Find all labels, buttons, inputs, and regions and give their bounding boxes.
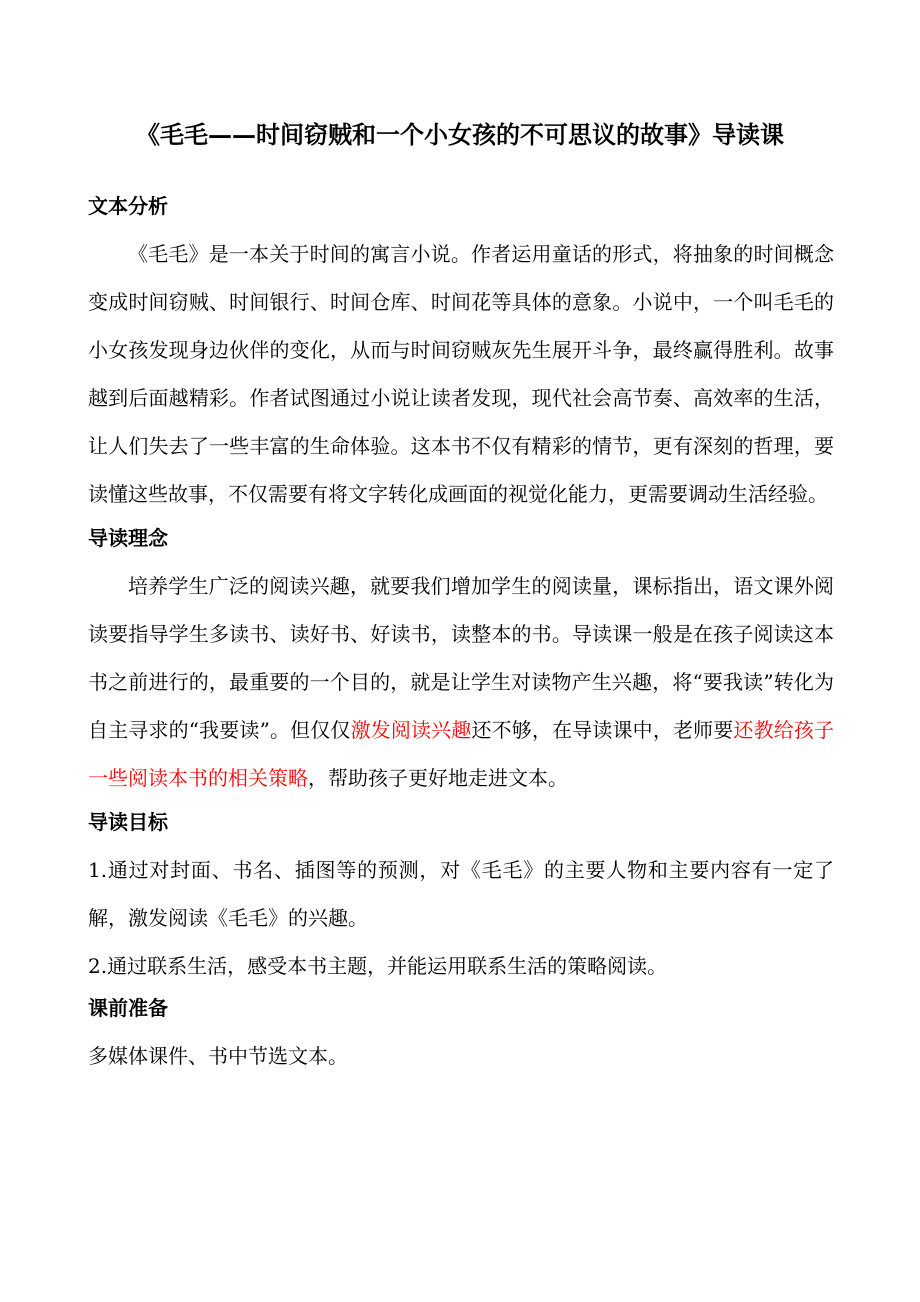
document-body — [88, 190, 834, 1082]
preparation-text: 多媒体课件、书中节选文本。 — [88, 1044, 348, 1068]
reading-concept-text-part1: 培养学生广泛的阅读兴趣，就要我们增加学生的阅读量，课标指出，语文课外阅读要指导学生多读书、读好书、好读书，读整本的书。导读课一般是在孩子阅读这本书之前进行的，最重要的一个目的，就是让学生对读物产生兴趣，将“要我读”转化为自主寻求的“我要读”。但仅仅 — [88, 574, 834, 742]
section-preparation — [88, 992, 834, 1080]
goal-item-2: 2.通过联系生活，感受本书主题，并能运用联系生活的策略阅读。 — [88, 954, 668, 978]
highlight-stimulate-interest: 激发阅读兴趣 — [350, 718, 472, 742]
section-text-analysis — [88, 190, 834, 518]
goal-item-1: 1.通过对封面、书名、插图等的预测，对《毛毛》的主要人物和主要内容有一定了解，激发阅读《毛毛》的兴趣。 — [88, 858, 834, 930]
reading-concept-paragraph — [88, 562, 834, 802]
section-heading-reading-concept: 导读理念 — [88, 526, 168, 550]
section-heading-reading-goals: 导读目标 — [88, 810, 168, 834]
reading-concept-text-part3: ，帮助孩子更好地走进文本。 — [308, 766, 568, 790]
section-heading-preparation: 课前准备 — [88, 996, 168, 1020]
text-analysis-paragraph: 《毛毛》是一本关于时间的寓言小说。作者运用童话的形式，将抽象的时间概念变成时间窃贼、时间银行、时间仓库、时间花等具体的意象。小说中，一个叫毛毛的小女孩发现身边伙伴的变化，从而与时间窃贼灰先生展开斗争，最终赢得胜利。故事越到后面越精彩。作者试图通过小说让读者发现，现代社会高节奏、高效率的生活，让人们失去了一些丰富的生命体验。这本书不仅有精彩的情节，更有深刻的哲理，要读懂这些故事，不仅需要有将文字转化成画面的视觉化能力，更需要调动生活经验。 — [88, 242, 834, 506]
reading-concept-text-part2: 还不够，在导读课中，老师要 — [471, 718, 734, 742]
document-title: 《毛毛——时间窃贼和一个小女孩的不可思议的故事》导读课 — [136, 120, 784, 149]
section-reading-goals — [88, 806, 834, 990]
section-reading-concept — [88, 522, 834, 802]
highlight-teach-strategies: 还教给孩子一些阅读本书的相关策略 — [88, 718, 835, 790]
section-heading-text-analysis: 文本分析 — [88, 194, 168, 218]
